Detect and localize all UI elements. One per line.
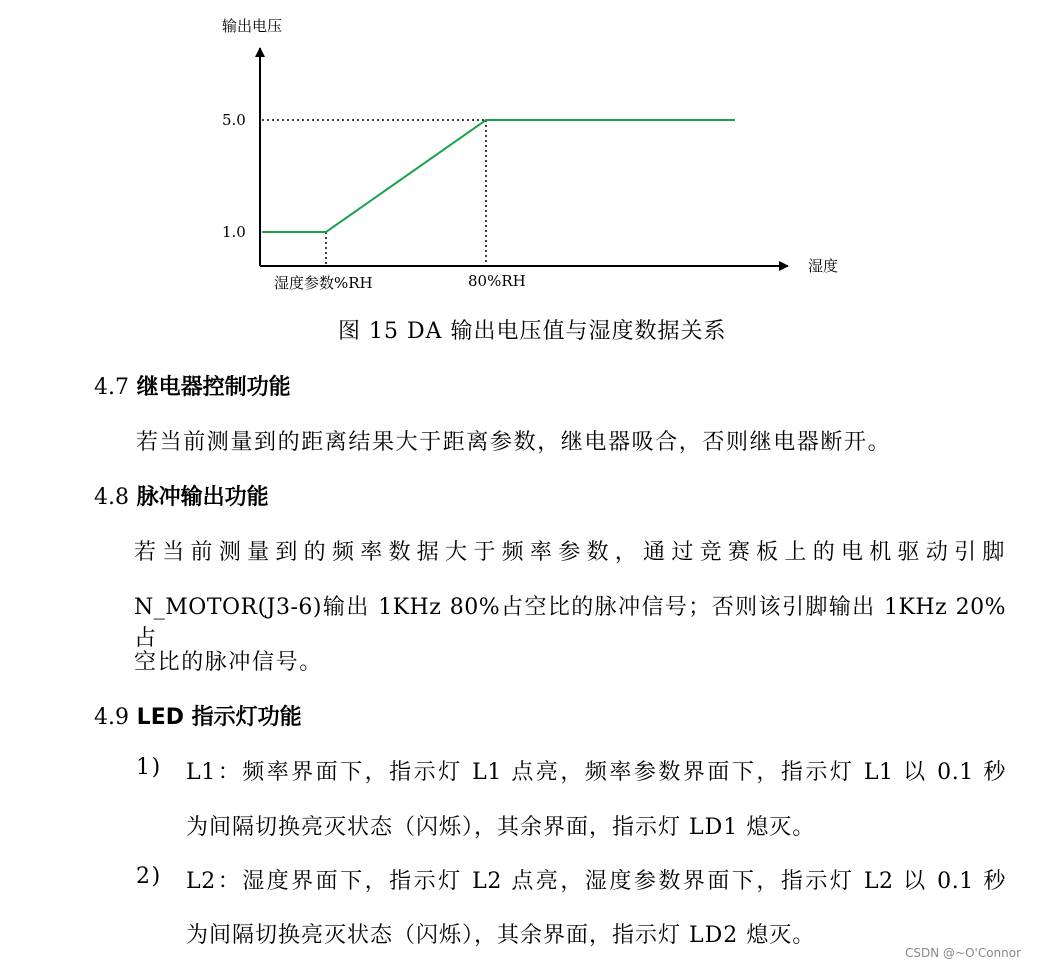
series-line: [262, 120, 735, 232]
section-title: 脉冲输出功能: [136, 485, 269, 510]
watermark: CSDN @~O'Connor: [905, 946, 1022, 960]
section-number: 4.8: [94, 485, 129, 510]
x-axis-label: 湿度: [808, 257, 839, 275]
list-marker: 1): [136, 755, 162, 780]
list-marker: 2): [136, 864, 162, 889]
x-tick-label: 80%RH: [468, 272, 526, 290]
section-title: LED 指示灯功能: [136, 705, 302, 730]
y-axis-label: 输出电压: [222, 17, 283, 35]
paragraph-line: 若当前测量到的频率数据大于频率参数，通过竞赛板上的电机驱动引脚: [134, 540, 1006, 565]
section-title: 继电器控制功能: [136, 375, 291, 400]
x-tick-label: 湿度参数%RH: [274, 274, 373, 292]
paragraph-line: 空比的脉冲信号。: [134, 650, 323, 675]
figure-caption: 图 15 DA 输出电压值与湿度数据关系: [338, 319, 727, 344]
section-number: 4.7: [94, 375, 129, 400]
paragraph-line: N_MOTOR(J3-6)输出 1KHz 80%占空比的脉冲信号；否则该引脚输出 1KHz 20%占: [134, 595, 1006, 651]
paragraph-line: 若当前测量到的距离结果大于距离参数，继电器吸合，否则继电器断开。: [136, 430, 892, 455]
list-item-line: 为间隔切换亮灭状态（闪烁），其余界面，指示灯 LD1 熄灭。: [186, 815, 816, 840]
y-tick-label: 1.0: [222, 223, 246, 241]
section-heading: [94, 480, 269, 511]
list-item-line: L1：频率界面下，指示灯 L1 点亮，频率参数界面下，指示灯 L1 以 0.1 秒: [186, 760, 1006, 785]
section-number: 4.9: [94, 705, 129, 730]
section-heading: [94, 370, 291, 401]
list-item-line: 为间隔切换亮灭状态（闪烁），其余界面，指示灯 LD2 熄灭。: [186, 923, 816, 948]
list-item-line: L2：湿度界面下，指示灯 L2 点亮，湿度参数界面下，指示灯 L2 以 0.1 秒: [186, 869, 1006, 894]
y-tick-label: 5.0: [222, 111, 246, 129]
section-heading: [94, 700, 302, 731]
chart-svg: [0, 0, 1045, 300]
